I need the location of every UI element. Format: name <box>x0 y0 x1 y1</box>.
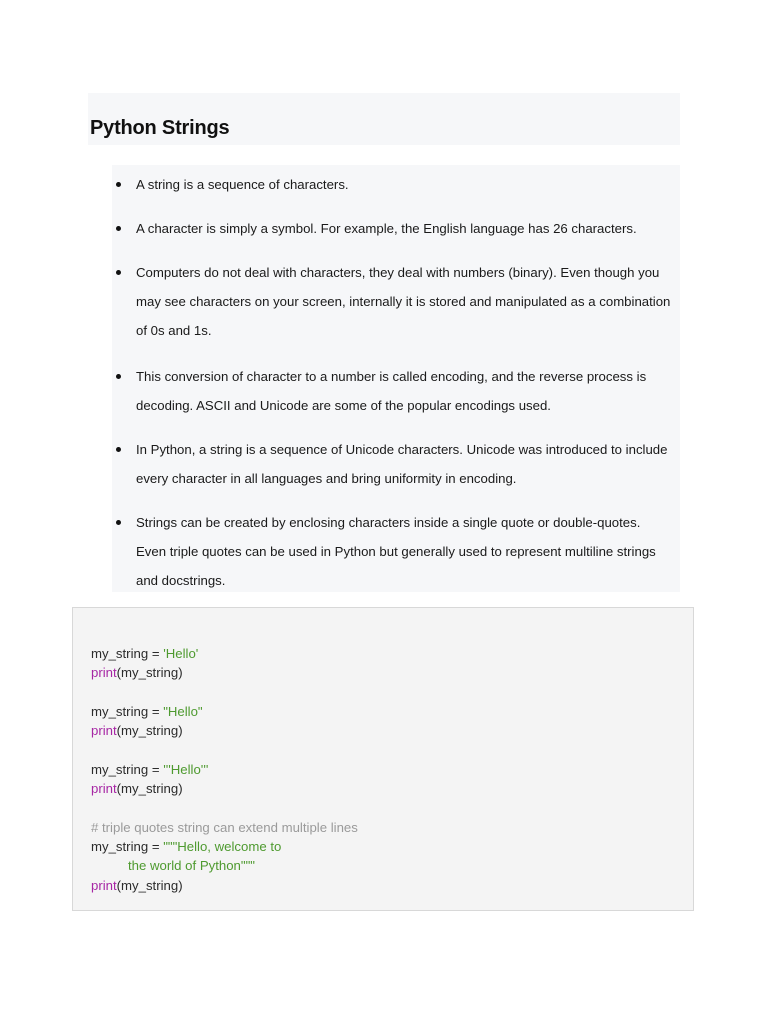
list-item <box>136 258 672 345</box>
string-literal: "Hello" <box>163 704 203 719</box>
bullet-list-panel <box>112 165 680 592</box>
string-literal: the world of Python""" <box>128 858 255 873</box>
keyword: print <box>91 781 117 796</box>
code-line <box>91 721 183 740</box>
string-literal: 'Hello' <box>163 646 199 661</box>
bullet-dot <box>116 520 121 525</box>
code-line <box>91 818 358 837</box>
list-item <box>136 435 672 493</box>
list-item-text: A character is simply a symbol. For example, the English language has 26 characters. <box>136 221 637 236</box>
bullet-dot <box>116 270 121 275</box>
code-line <box>91 837 281 856</box>
page-title: Python Strings <box>90 117 230 139</box>
list-item-text: Computers do not deal with characters, they deal with numbers (binary). Even though you may see characters on your screen, internally it is stored and manipulated as a combination of 0s and 1s. <box>136 265 671 338</box>
code-text: my_string = <box>91 646 164 661</box>
code-text: my_string = <box>91 704 164 719</box>
code-text: my_string = <box>91 762 164 777</box>
code-text: my_string = <box>91 839 164 854</box>
code-text: (my_string) <box>116 878 183 893</box>
code-line <box>91 644 198 663</box>
bullet-dot <box>116 226 121 231</box>
keyword: print <box>91 723 117 738</box>
list-item-text: Strings can be created by enclosing characters inside a single quote or double-quotes. Even triple quotes can be used in Python but generally used to represent multiline strings and docstrings. <box>136 515 656 588</box>
keyword: print <box>91 665 117 680</box>
code-line <box>91 779 183 798</box>
code-text: (my_string) <box>116 665 183 680</box>
bullet-dot <box>116 182 121 187</box>
code-block <box>72 607 694 911</box>
code-comment: # triple quotes string can extend multiple lines <box>91 820 358 835</box>
bullet-dot <box>116 447 121 452</box>
list-item-text: In Python, a string is a sequence of Unicode characters. Unicode was introduced to include every character in all languages and bring uniformity in encoding. <box>136 442 668 486</box>
code-text: (my_string) <box>116 723 183 738</box>
code-line <box>128 856 255 875</box>
string-literal: '''Hello''' <box>163 762 209 777</box>
code-line <box>91 876 183 895</box>
code-line <box>91 760 208 779</box>
keyword: print <box>91 878 117 893</box>
list-item <box>136 170 672 199</box>
code-line <box>91 702 203 721</box>
list-item-text: This conversion of character to a number is called encoding, and the reverse process is decoding. ASCII and Unicode are some of the popular encodings used. <box>136 369 647 413</box>
title-bar <box>88 93 680 145</box>
list-item <box>136 362 672 420</box>
list-item-text: A string is a sequence of characters. <box>136 177 349 192</box>
string-literal: """Hello, welcome to <box>163 839 282 854</box>
code-text: (my_string) <box>116 781 183 796</box>
list-item <box>136 214 672 243</box>
bullet-dot <box>116 374 121 379</box>
code-line <box>91 663 183 682</box>
list-item <box>136 508 672 595</box>
